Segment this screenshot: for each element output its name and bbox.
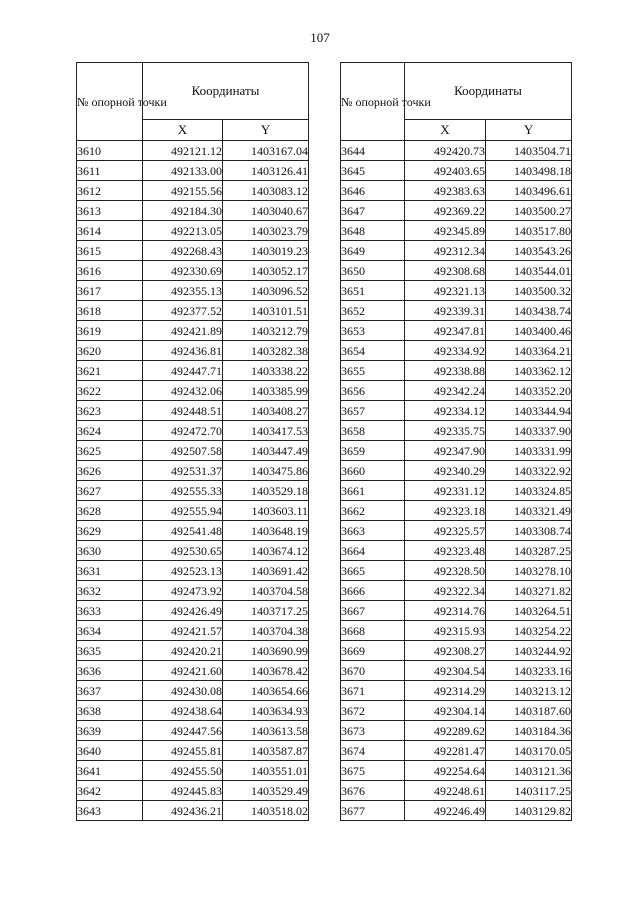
y-coordinate-cell: 1403691.42	[223, 561, 309, 581]
point-number-cell: 3627	[77, 481, 143, 501]
y-coordinate-cell: 1403121.36	[486, 761, 572, 781]
x-coordinate-cell: 492308.68	[405, 261, 486, 281]
table-row	[341, 461, 572, 481]
table-row	[341, 541, 572, 561]
header-x: X	[405, 120, 486, 141]
table-row	[341, 321, 572, 341]
x-coordinate-cell: 492254.64	[405, 761, 486, 781]
y-coordinate-cell: 1403408.27	[223, 401, 309, 421]
coordinates-table-left	[76, 62, 309, 821]
point-number-cell: 3616	[77, 261, 143, 281]
y-coordinate-cell: 1403704.58	[223, 581, 309, 601]
x-coordinate-cell: 492345.89	[405, 221, 486, 241]
y-coordinate-cell: 1403690.99	[223, 641, 309, 661]
x-coordinate-cell: 492421.57	[143, 621, 223, 641]
point-number-cell: 3642	[77, 781, 143, 801]
y-coordinate-cell: 1403308.74	[486, 521, 572, 541]
x-coordinate-cell: 492448.51	[143, 401, 223, 421]
x-coordinate-cell: 492289.62	[405, 721, 486, 741]
x-coordinate-cell: 492436.81	[143, 341, 223, 361]
table-row	[341, 761, 572, 781]
header-coordinates: Координаты	[405, 63, 572, 120]
point-number-cell: 3614	[77, 221, 143, 241]
y-coordinate-cell: 1403362.12	[486, 361, 572, 381]
table-row	[341, 381, 572, 401]
y-coordinate-cell: 1403212.79	[223, 321, 309, 341]
y-coordinate-cell: 1403019.23	[223, 241, 309, 261]
x-coordinate-cell: 492308.27	[405, 641, 486, 661]
point-number-cell: 3633	[77, 601, 143, 621]
point-number-cell: 3623	[77, 401, 143, 421]
header-point-number: № опорной точки	[341, 63, 405, 141]
table-row	[341, 241, 572, 261]
y-coordinate-cell: 1403287.25	[486, 541, 572, 561]
point-number-cell: 3652	[341, 301, 405, 321]
x-coordinate-cell: 492321.13	[405, 281, 486, 301]
table-row	[341, 581, 572, 601]
y-coordinate-cell: 1403544.01	[486, 261, 572, 281]
y-coordinate-cell: 1403634.93	[223, 701, 309, 721]
y-coordinate-cell: 1403344.94	[486, 401, 572, 421]
table-row	[341, 621, 572, 641]
point-number-cell: 3624	[77, 421, 143, 441]
table-row	[341, 781, 572, 801]
x-coordinate-cell: 492347.81	[405, 321, 486, 341]
x-coordinate-cell: 492426.49	[143, 601, 223, 621]
y-coordinate-cell: 1403385.99	[223, 381, 309, 401]
x-coordinate-cell: 492331.12	[405, 481, 486, 501]
y-coordinate-cell: 1403117.25	[486, 781, 572, 801]
x-coordinate-cell: 492213.05	[143, 221, 223, 241]
y-coordinate-cell: 1403338.22	[223, 361, 309, 381]
point-number-cell: 3626	[77, 461, 143, 481]
y-coordinate-cell: 1403529.49	[223, 781, 309, 801]
header-y: Y	[486, 120, 572, 141]
x-coordinate-cell: 492383.63	[405, 181, 486, 201]
x-coordinate-cell: 492246.49	[405, 801, 486, 821]
point-number-cell: 3644	[341, 141, 405, 161]
table-row	[341, 401, 572, 421]
x-coordinate-cell: 492334.92	[405, 341, 486, 361]
point-number-cell: 3611	[77, 161, 143, 181]
x-coordinate-cell: 492338.88	[405, 361, 486, 381]
point-number-cell: 3637	[77, 681, 143, 701]
table-row	[341, 661, 572, 681]
y-coordinate-cell: 1403271.82	[486, 581, 572, 601]
x-coordinate-cell: 492436.21	[143, 801, 223, 821]
table-row	[341, 441, 572, 461]
point-number-cell: 3665	[341, 561, 405, 581]
y-coordinate-cell: 1403704.38	[223, 621, 309, 641]
y-coordinate-cell: 1403254.22	[486, 621, 572, 641]
y-coordinate-cell: 1403500.27	[486, 201, 572, 221]
coordinates-table-right	[340, 62, 572, 821]
y-coordinate-cell: 1403167.04	[223, 141, 309, 161]
y-coordinate-cell: 1403498.18	[486, 161, 572, 181]
point-number-cell: 3663	[341, 521, 405, 541]
table-row	[77, 741, 309, 761]
y-coordinate-cell: 1403282.38	[223, 341, 309, 361]
table-row	[341, 201, 572, 221]
point-number-cell: 3620	[77, 341, 143, 361]
x-coordinate-cell: 492281.47	[405, 741, 486, 761]
point-number-cell: 3651	[341, 281, 405, 301]
x-coordinate-cell: 492312.34	[405, 241, 486, 261]
y-coordinate-cell: 1403187.60	[486, 701, 572, 721]
y-coordinate-cell: 1403496.61	[486, 181, 572, 201]
y-coordinate-cell: 1403352.20	[486, 381, 572, 401]
point-number-cell: 3629	[77, 521, 143, 541]
table-row	[77, 801, 309, 821]
table-row	[341, 741, 572, 761]
point-number-cell: 3646	[341, 181, 405, 201]
x-coordinate-cell: 492155.56	[143, 181, 223, 201]
table-row	[77, 481, 309, 501]
y-coordinate-cell: 1403170.05	[486, 741, 572, 761]
y-coordinate-cell: 1403551.01	[223, 761, 309, 781]
x-coordinate-cell: 492530.65	[143, 541, 223, 561]
table-row	[77, 541, 309, 561]
point-number-cell: 3657	[341, 401, 405, 421]
y-coordinate-cell: 1403438.74	[486, 301, 572, 321]
point-number-cell: 3650	[341, 261, 405, 281]
point-number-cell: 3649	[341, 241, 405, 261]
x-coordinate-cell: 492340.29	[405, 461, 486, 481]
table-row	[77, 141, 309, 161]
y-coordinate-cell: 1403648.19	[223, 521, 309, 541]
y-coordinate-cell: 1403331.99	[486, 441, 572, 461]
table-row	[341, 601, 572, 621]
table-row	[341, 301, 572, 321]
table-row	[341, 681, 572, 701]
x-coordinate-cell: 492421.60	[143, 661, 223, 681]
table-row	[341, 181, 572, 201]
table-row	[341, 161, 572, 181]
table-row	[341, 281, 572, 301]
y-coordinate-cell: 1403083.12	[223, 181, 309, 201]
y-coordinate-cell: 1403654.66	[223, 681, 309, 701]
y-coordinate-cell: 1403504.71	[486, 141, 572, 161]
table-row	[341, 801, 572, 821]
table-row	[77, 621, 309, 641]
table-row	[341, 561, 572, 581]
table-row	[341, 481, 572, 501]
y-coordinate-cell: 1403500.32	[486, 281, 572, 301]
point-number-cell: 3632	[77, 581, 143, 601]
page-number: 107	[310, 30, 330, 45]
x-coordinate-cell: 492322.34	[405, 581, 486, 601]
table-row	[77, 321, 309, 341]
point-number-cell: 3668	[341, 621, 405, 641]
x-coordinate-cell: 492248.61	[405, 781, 486, 801]
point-number-cell: 3675	[341, 761, 405, 781]
y-coordinate-cell: 1403052.17	[223, 261, 309, 281]
table-row	[77, 281, 309, 301]
table-row	[77, 721, 309, 741]
y-coordinate-cell: 1403023.79	[223, 221, 309, 241]
point-number-cell: 3615	[77, 241, 143, 261]
y-coordinate-cell: 1403475.86	[223, 461, 309, 481]
x-coordinate-cell: 492455.50	[143, 761, 223, 781]
x-coordinate-cell: 492133.00	[143, 161, 223, 181]
table-row	[77, 361, 309, 381]
x-coordinate-cell: 492335.75	[405, 421, 486, 441]
table-row	[77, 401, 309, 421]
table-row	[77, 381, 309, 401]
x-coordinate-cell: 492447.56	[143, 721, 223, 741]
y-coordinate-cell: 1403678.42	[223, 661, 309, 681]
point-number-cell: 3654	[341, 341, 405, 361]
y-coordinate-cell: 1403244.92	[486, 641, 572, 661]
point-number-cell: 3635	[77, 641, 143, 661]
point-number-cell: 3670	[341, 661, 405, 681]
point-number-cell: 3630	[77, 541, 143, 561]
point-number-cell: 3676	[341, 781, 405, 801]
table-row	[77, 761, 309, 781]
table-row	[77, 781, 309, 801]
point-number-cell: 3673	[341, 721, 405, 741]
table-row	[77, 441, 309, 461]
point-number-cell: 3656	[341, 381, 405, 401]
x-coordinate-cell: 492339.31	[405, 301, 486, 321]
table-row	[77, 561, 309, 581]
table-row	[77, 301, 309, 321]
y-coordinate-cell: 1403096.52	[223, 281, 309, 301]
point-number-cell: 3671	[341, 681, 405, 701]
x-coordinate-cell: 492369.22	[405, 201, 486, 221]
table-row	[341, 721, 572, 741]
y-coordinate-cell: 1403613.58	[223, 721, 309, 741]
table-row	[77, 681, 309, 701]
y-coordinate-cell: 1403184.36	[486, 721, 572, 741]
x-coordinate-cell: 492184.30	[143, 201, 223, 221]
y-coordinate-cell: 1403717.25	[223, 601, 309, 621]
x-coordinate-cell: 492438.64	[143, 701, 223, 721]
x-coordinate-cell: 492455.81	[143, 741, 223, 761]
point-number-cell: 3631	[77, 561, 143, 581]
y-coordinate-cell: 1403040.67	[223, 201, 309, 221]
point-number-cell: 3638	[77, 701, 143, 721]
table-body	[77, 141, 309, 821]
table-row	[77, 241, 309, 261]
x-coordinate-cell: 492472.70	[143, 421, 223, 441]
table-row	[77, 421, 309, 441]
table-row	[341, 421, 572, 441]
x-coordinate-cell: 492315.93	[405, 621, 486, 641]
y-coordinate-cell: 1403101.51	[223, 301, 309, 321]
point-number-cell: 3648	[341, 221, 405, 241]
table-row	[341, 501, 572, 521]
point-number-cell: 3660	[341, 461, 405, 481]
x-coordinate-cell: 492432.06	[143, 381, 223, 401]
point-number-cell: 3610	[77, 141, 143, 161]
header-coordinates: Координаты	[143, 63, 309, 120]
table-row	[341, 641, 572, 661]
header-y: Y	[223, 120, 309, 141]
table-row	[341, 521, 572, 541]
point-number-cell: 3647	[341, 201, 405, 221]
y-coordinate-cell: 1403337.90	[486, 421, 572, 441]
point-number-cell: 3612	[77, 181, 143, 201]
y-coordinate-cell: 1403213.12	[486, 681, 572, 701]
point-number-cell: 3643	[77, 801, 143, 821]
point-number-cell: 3661	[341, 481, 405, 501]
point-number-cell: 3664	[341, 541, 405, 561]
x-coordinate-cell: 492377.52	[143, 301, 223, 321]
point-number-cell: 3645	[341, 161, 405, 181]
x-coordinate-cell: 492445.83	[143, 781, 223, 801]
table-row	[77, 221, 309, 241]
table-row	[341, 701, 572, 721]
table-row	[77, 161, 309, 181]
point-number-cell: 3621	[77, 361, 143, 381]
table-row	[77, 581, 309, 601]
table-row	[341, 341, 572, 361]
table-row	[77, 641, 309, 661]
point-number-cell: 3636	[77, 661, 143, 681]
point-number-cell: 3669	[341, 641, 405, 661]
y-coordinate-cell: 1403603.11	[223, 501, 309, 521]
point-number-cell: 3655	[341, 361, 405, 381]
table-row	[77, 461, 309, 481]
table-body	[341, 141, 572, 821]
point-number-cell: 3677	[341, 801, 405, 821]
x-coordinate-cell: 492555.33	[143, 481, 223, 501]
y-coordinate-cell: 1403587.87	[223, 741, 309, 761]
y-coordinate-cell: 1403233.16	[486, 661, 572, 681]
x-coordinate-cell: 492323.18	[405, 501, 486, 521]
y-coordinate-cell: 1403278.10	[486, 561, 572, 581]
x-coordinate-cell: 492420.73	[405, 141, 486, 161]
x-coordinate-cell: 492555.94	[143, 501, 223, 521]
point-number-cell: 3653	[341, 321, 405, 341]
x-coordinate-cell: 492325.57	[405, 521, 486, 541]
y-coordinate-cell: 1403321.49	[486, 501, 572, 521]
y-coordinate-cell: 1403543.26	[486, 241, 572, 261]
x-coordinate-cell: 492330.69	[143, 261, 223, 281]
point-number-cell: 3674	[341, 741, 405, 761]
x-coordinate-cell: 492447.71	[143, 361, 223, 381]
point-number-cell: 3641	[77, 761, 143, 781]
x-coordinate-cell: 492421.89	[143, 321, 223, 341]
y-coordinate-cell: 1403674.12	[223, 541, 309, 561]
x-coordinate-cell: 492531.37	[143, 461, 223, 481]
x-coordinate-cell: 492334.12	[405, 401, 486, 421]
x-coordinate-cell: 492541.48	[143, 521, 223, 541]
x-coordinate-cell: 492268.43	[143, 241, 223, 261]
x-coordinate-cell: 492323.48	[405, 541, 486, 561]
header-x: X	[143, 120, 223, 141]
y-coordinate-cell: 1403518.02	[223, 801, 309, 821]
x-coordinate-cell: 492355.13	[143, 281, 223, 301]
point-number-cell: 3658	[341, 421, 405, 441]
table-row	[77, 261, 309, 281]
y-coordinate-cell: 1403322.92	[486, 461, 572, 481]
point-number-cell: 3662	[341, 501, 405, 521]
x-coordinate-cell: 492430.08	[143, 681, 223, 701]
x-coordinate-cell: 492403.65	[405, 161, 486, 181]
y-coordinate-cell: 1403324.85	[486, 481, 572, 501]
table-row	[77, 521, 309, 541]
y-coordinate-cell: 1403417.53	[223, 421, 309, 441]
x-coordinate-cell: 492507.58	[143, 441, 223, 461]
table-row	[341, 361, 572, 381]
x-coordinate-cell: 492314.76	[405, 601, 486, 621]
x-coordinate-cell: 492314.29	[405, 681, 486, 701]
point-number-cell: 3666	[341, 581, 405, 601]
table-row	[341, 261, 572, 281]
y-coordinate-cell: 1403129.82	[486, 801, 572, 821]
point-number-cell: 3634	[77, 621, 143, 641]
x-coordinate-cell: 492328.50	[405, 561, 486, 581]
point-number-cell: 3639	[77, 721, 143, 741]
point-number-cell: 3625	[77, 441, 143, 461]
table-row	[341, 141, 572, 161]
table-row	[77, 661, 309, 681]
y-coordinate-cell: 1403264.51	[486, 601, 572, 621]
x-coordinate-cell: 492304.14	[405, 701, 486, 721]
y-coordinate-cell: 1403517.80	[486, 221, 572, 241]
table-row	[77, 701, 309, 721]
x-coordinate-cell: 492347.90	[405, 441, 486, 461]
header-point-number: № опорной точки	[77, 63, 143, 141]
y-coordinate-cell: 1403447.49	[223, 441, 309, 461]
point-number-cell: 3667	[341, 601, 405, 621]
point-number-cell: 3619	[77, 321, 143, 341]
point-number-cell: 3613	[77, 201, 143, 221]
y-coordinate-cell: 1403126.41	[223, 161, 309, 181]
table-row	[341, 221, 572, 241]
point-number-cell: 3640	[77, 741, 143, 761]
x-coordinate-cell: 492121.12	[143, 141, 223, 161]
y-coordinate-cell: 1403400.46	[486, 321, 572, 341]
point-number-cell: 3622	[77, 381, 143, 401]
point-number-cell: 3618	[77, 301, 143, 321]
point-number-cell: 3672	[341, 701, 405, 721]
table-row	[77, 501, 309, 521]
x-coordinate-cell: 492342.24	[405, 381, 486, 401]
table-row	[77, 181, 309, 201]
table-row	[77, 341, 309, 361]
point-number-cell: 3617	[77, 281, 143, 301]
x-coordinate-cell: 492420.21	[143, 641, 223, 661]
x-coordinate-cell: 492523.13	[143, 561, 223, 581]
x-coordinate-cell: 492304.54	[405, 661, 486, 681]
point-number-cell: 3659	[341, 441, 405, 461]
x-coordinate-cell: 492473.92	[143, 581, 223, 601]
y-coordinate-cell: 1403364.21	[486, 341, 572, 361]
y-coordinate-cell: 1403529.18	[223, 481, 309, 501]
table-row	[77, 601, 309, 621]
point-number-cell: 3628	[77, 501, 143, 521]
table-row	[77, 201, 309, 221]
